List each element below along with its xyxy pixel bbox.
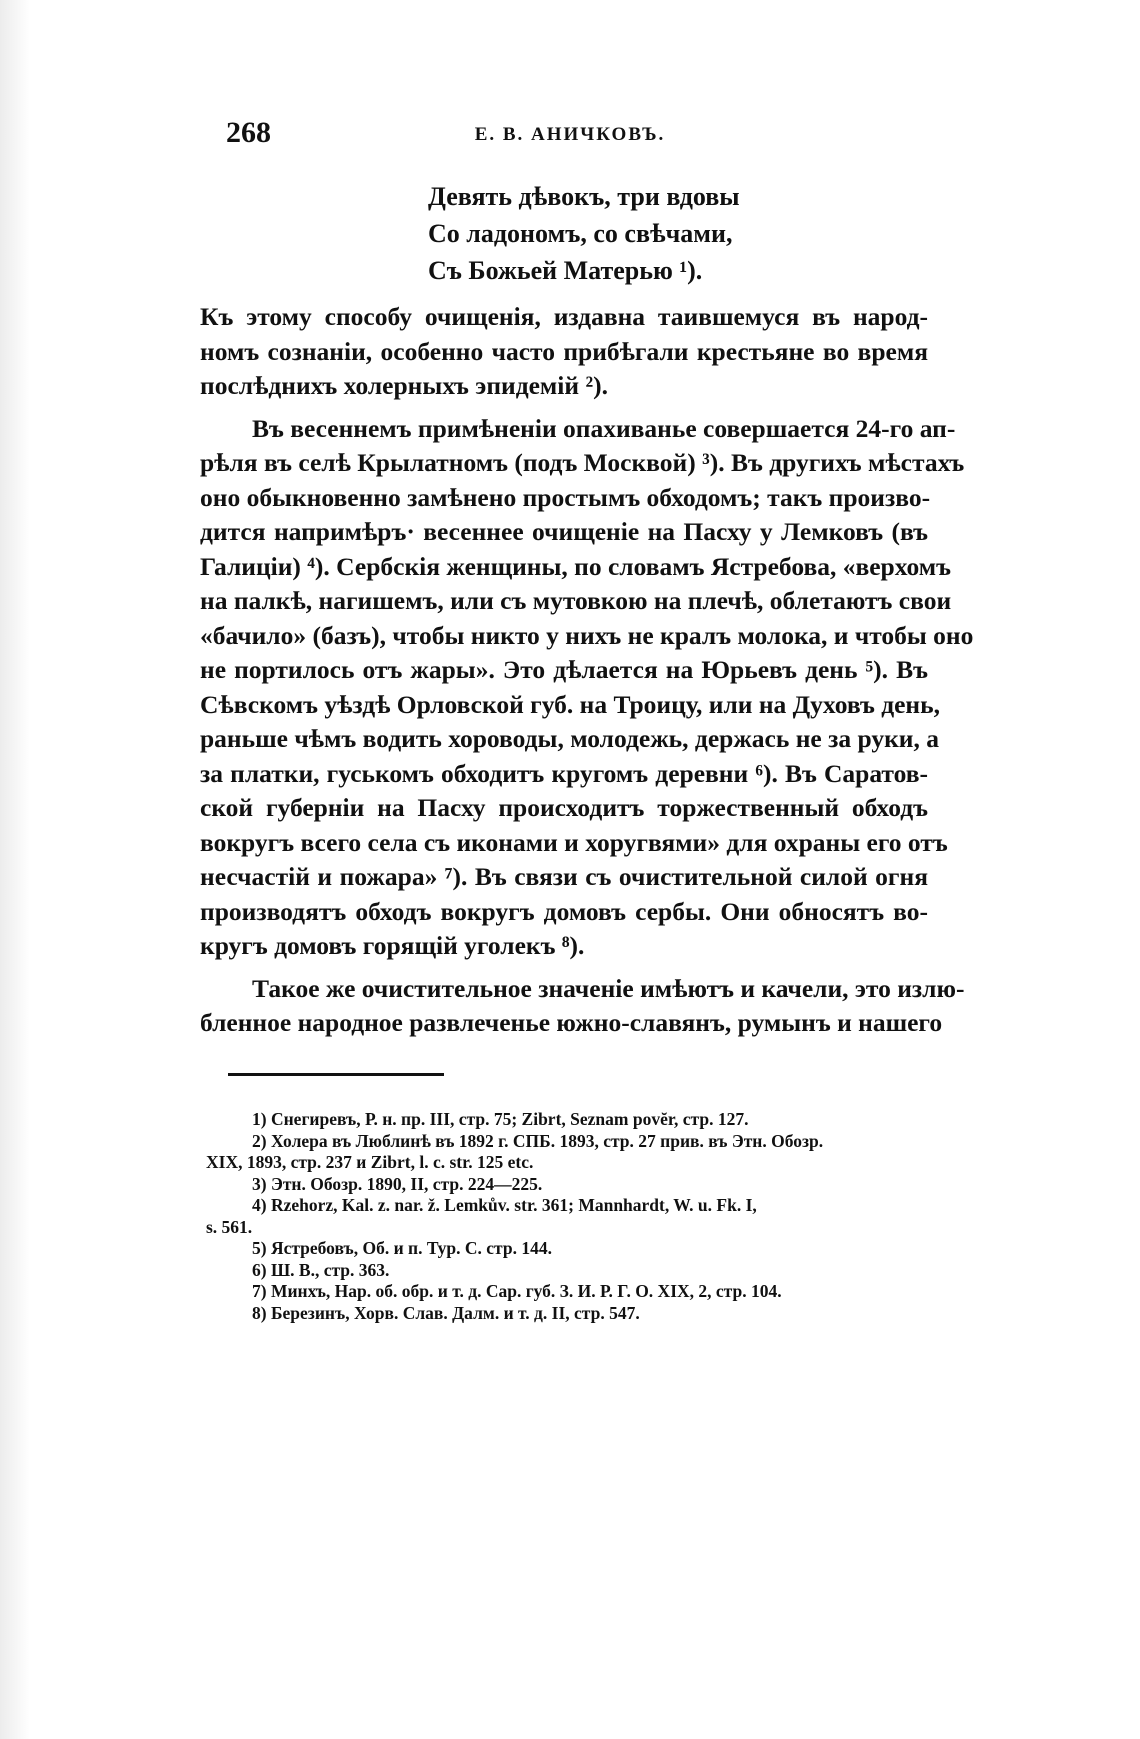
footnote — [206, 1303, 928, 1325]
text-line: Сѣвскомъ уѣздѣ Орловской губ. на Троицу, или на Духовъ день, — [200, 689, 940, 719]
text-line: не портилось отъ жары». Это дѣлается на Юрьевъ день ⁵). Въ — [200, 655, 928, 684]
footnote-text: 1) Снегиревъ, Р. н. пр. III, стр. 75; Zibrt, Seznam povĕr, стр. 127. — [252, 1109, 749, 1129]
body-text — [200, 300, 974, 1049]
footnote — [206, 1238, 928, 1260]
text-line: за платки, гуськомъ обходитъ кругомъ деревни ⁶). Въ Саратов- — [200, 758, 928, 788]
footnote-text: 8) Березинъ, Хорв. Слав. Далм. и т. д. II, стр. 547. — [252, 1302, 640, 1323]
footnote — [206, 1109, 928, 1131]
text-line: Въ весеннемъ примѣненіи опахиванье совершается 24-го ап- — [252, 413, 956, 443]
footnote — [206, 1195, 928, 1238]
footnote — [206, 1260, 928, 1282]
footnote — [206, 1281, 928, 1303]
text-line: Такое же очистительное значеніе имѣютъ и качели, это излю- — [252, 973, 965, 1003]
paragraph — [200, 412, 974, 964]
footnotes — [206, 1109, 928, 1324]
text-line: оно обыкновенно замѣнено простымъ обходомъ; такъ произво- — [200, 482, 931, 512]
verse-line: Девять дѣвокъ, три вдовы — [428, 182, 740, 211]
footnote-text: 2) Холера въ Люблинѣ въ 1892 г. СПБ. 1893, стр. 27 прив. въ Этн. Обозр. — [252, 1130, 824, 1151]
text-line: номъ сознаніи, особенно часто прибѣгали крестьяне во время — [200, 336, 928, 366]
text-line: «бачило» (базъ), чтобы никто у нихъ не кралъ молока, и чтобы оно — [200, 620, 974, 650]
running-title: Е. В. АНИЧКОВЪ. — [474, 124, 666, 145]
text-line: раньше чѣмъ водить хороводы, молодежь, держась не за руки, а — [200, 724, 939, 753]
scan-edge-shadow — [0, 0, 30, 1739]
page-number: 268 — [226, 116, 271, 149]
text-line: послѣднихъ холерныхъ эпидемій ²). — [200, 371, 608, 400]
verse-block — [428, 178, 740, 289]
verse-line: Со ладономъ, со свѣчами, — [428, 219, 733, 248]
footnote-text: 3) Этн. Обозр. 1890, II, стр. 224—225. — [252, 1173, 543, 1194]
text-line: Къ этому способу очищенія, издавна таившемуся въ народ- — [200, 302, 928, 331]
verse-line: Съ Божьей Матерью ¹). — [428, 256, 703, 285]
footnote-separator — [228, 1073, 444, 1076]
text-line: Галиціи) ⁴). Сербскія женщины, по словамъ Ястребова, «верхомъ — [200, 551, 952, 581]
text-line: производятъ обходъ вокругъ домовъ сербы. Они обносятъ во- — [200, 896, 928, 926]
paragraph — [200, 300, 928, 404]
text-line: рѣля въ селѣ Крылатномъ (подъ Москвой) ³). Въ другихъ мѣстахъ — [200, 448, 965, 477]
footnote-text: 6) Ш. В., стр. 363. — [252, 1259, 390, 1280]
footnote-continuation: XIX, 1893, стр. 237 и Zibrt, l. c. str. 125 etc. — [206, 1152, 534, 1172]
text-line: дится напримѣръ· весеннее очищеніе на Пасху у Лемковъ (въ — [200, 517, 928, 546]
text-line: ской губерніи на Пасху происходитъ торжественный обходъ — [200, 793, 928, 822]
footnote — [206, 1131, 928, 1174]
text-line: кругъ домовъ горящій уголекъ ⁸). — [200, 931, 585, 960]
footnote-text: 4) Rzehorz, Kal. z. nar. ž. Lemkův. str. 361; Mannhardt, W. u. Fk. I, — [252, 1195, 757, 1215]
text-line: бленное народное развлеченье южно-славянъ, румынъ и нашего — [200, 1008, 943, 1037]
text-line: на палкѣ, нагишемъ, или съ мутовкою на плечѣ, облетаютъ свои — [200, 586, 952, 615]
footnote-text: 7) Минхъ, Нар. об. обр. и т. д. Сар. губ. З. И. Р. Г. О. XIX, 2, стр. 104. — [252, 1281, 782, 1301]
footnote-text: 5) Ястребовъ, Об. и п. Тур. С. стр. 144. — [252, 1238, 552, 1258]
text-line: несчастій и пожара» ⁷). Въ связи съ очистительной силой огня — [200, 862, 928, 891]
text-line: вокругъ всего села съ иконами и хоругвями» для охраны его отъ — [200, 827, 948, 857]
footnote — [206, 1174, 928, 1196]
footnote-continuation: s. 561. — [206, 1216, 253, 1237]
paragraph — [200, 972, 965, 1041]
